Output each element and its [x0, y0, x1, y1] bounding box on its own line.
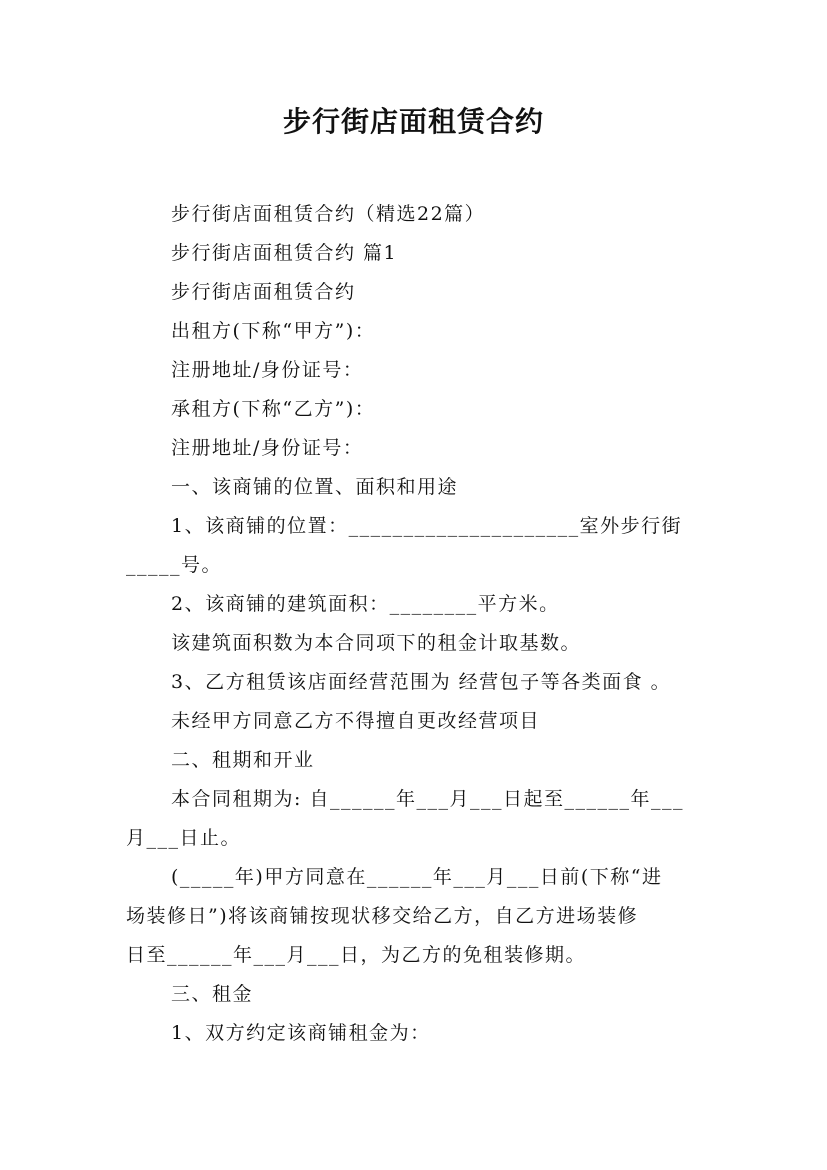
section-heading: 三、租金 [171, 983, 254, 1005]
text-line: 日至______年___月___日，为乙方的免租装修期。 [126, 944, 587, 966]
text-line: 1、该商铺的位置：_____________________室外步行街 [171, 515, 683, 537]
text-line: (_____年)甲方同意在______年___月___日前(下称“进 [171, 866, 663, 888]
text-line: 本合同租期为: 自______年___月___日起至______年___ [171, 788, 684, 810]
text-line: 步行街店面租赁合约（精选22篇） [171, 203, 486, 225]
text-line: 步行街店面租赁合约 [171, 281, 356, 303]
text-line: 步行街店面租赁合约 篇1 [171, 242, 398, 264]
section-heading: 一、该商铺的位置、面积和用途 [171, 476, 459, 498]
text-line: _____号。 [126, 554, 223, 576]
text-line: 场装修日”)将该商铺按现状移交给乙方，自乙方进场装修 [126, 905, 639, 927]
text-line: 出租方(下称“甲方”)： [171, 320, 376, 342]
text-line: 未经甲方同意乙方不得擅自更改经营项目 [171, 710, 541, 732]
text-line: 承租方(下称“乙方”)： [171, 398, 376, 420]
text-line: 3、乙方租赁该店面经营范围为 经营包子等各类面食 。 [171, 671, 672, 693]
text-line: 注册地址/身份证号： [171, 437, 364, 459]
section-heading: 二、租期和开业 [171, 749, 315, 771]
text-line: 1、双方约定该商铺租金为： [171, 1022, 431, 1044]
text-line: 月___日止。 [126, 827, 242, 849]
document-title: 步行街店面租赁合约 [282, 105, 544, 138]
text-line: 该建筑面积数为本合同项下的租金计取基数。 [171, 632, 582, 654]
text-line: 2、该商铺的建筑面积：________平方米。 [171, 593, 560, 615]
text-line: 注册地址/身份证号： [171, 359, 364, 381]
